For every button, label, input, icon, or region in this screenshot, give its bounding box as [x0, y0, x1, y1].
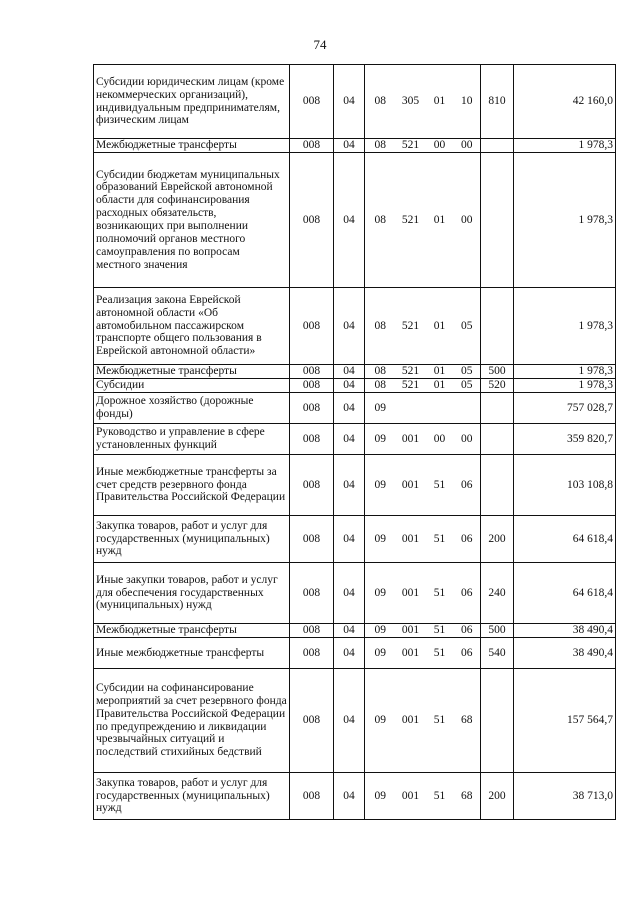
cell-rz: 04 [334, 455, 365, 516]
cell-cs2: 01 [426, 65, 454, 139]
cell-ved: 008 [290, 153, 334, 288]
cell-cs1: 001 [396, 563, 426, 624]
table-row [94, 773, 616, 820]
cell-vr [481, 669, 514, 773]
cell-cs2: 51 [426, 455, 454, 516]
cell-pr: 08 [365, 65, 396, 139]
cell-rz: 04 [334, 638, 365, 669]
cell-name: Реализация закона Еврейской автономной области «Об автомобильном пассажирском транспорте общего пользования в Еврейской автономной области» [94, 288, 290, 365]
cell-ved: 008 [290, 288, 334, 365]
cell-name: Руководство и управление в сфере установленных функций [94, 424, 290, 455]
cell-cs1: 001 [396, 424, 426, 455]
cell-vr [481, 153, 514, 288]
cell-cs3: 06 [454, 624, 481, 638]
cell-vr: 810 [481, 65, 514, 139]
cell-cs2: 01 [426, 379, 454, 393]
cell-name: Субсидии юридическим лицам (кроме некоммерческих организаций), индивидуальным предпринимателям, физическим лицам [94, 65, 290, 139]
cell-cs3: 00 [454, 139, 481, 153]
cell-sum: 38 490,4 [514, 638, 616, 669]
cell-cs1: 001 [396, 773, 426, 820]
table-row [94, 288, 616, 365]
cell-rz: 04 [334, 563, 365, 624]
cell-cs1: 001 [396, 455, 426, 516]
cell-pr: 09 [365, 773, 396, 820]
cell-rz: 04 [334, 379, 365, 393]
cell-cs1: 001 [396, 516, 426, 563]
cell-rz: 04 [334, 65, 365, 139]
cell-cs1: 305 [396, 65, 426, 139]
cell-cs1: 521 [396, 379, 426, 393]
cell-cs3: 10 [454, 65, 481, 139]
cell-sum: 1 978,3 [514, 365, 616, 379]
cell-pr: 08 [365, 153, 396, 288]
cell-cs2: 51 [426, 669, 454, 773]
cell-pr: 09 [365, 516, 396, 563]
cell-sum: 1 978,3 [514, 153, 616, 288]
cell-cs3: 68 [454, 773, 481, 820]
cell-rz: 04 [334, 624, 365, 638]
cell-ved: 008 [290, 379, 334, 393]
cell-cs2: 51 [426, 563, 454, 624]
cell-pr: 09 [365, 624, 396, 638]
cell-name: Иные межбюджетные трансферты за счет средств резервного фонда Правительства Российской Федерации [94, 455, 290, 516]
cell-cs1: 001 [396, 669, 426, 773]
cell-name: Иные межбюджетные трансферты [94, 638, 290, 669]
cell-vr: 520 [481, 379, 514, 393]
cell-ved: 008 [290, 365, 334, 379]
cell-cs3: 06 [454, 638, 481, 669]
cell-ved: 008 [290, 773, 334, 820]
cell-cs2: 00 [426, 424, 454, 455]
cell-cs1: 521 [396, 153, 426, 288]
table-row [94, 139, 616, 153]
cell-vr: 540 [481, 638, 514, 669]
cell-vr [481, 424, 514, 455]
cell-pr: 08 [365, 365, 396, 379]
cell-pr: 09 [365, 669, 396, 773]
table-row [94, 563, 616, 624]
cell-sum: 38 713,0 [514, 773, 616, 820]
cell-sum: 1 978,3 [514, 379, 616, 393]
table-body [94, 65, 616, 820]
table-row [94, 624, 616, 638]
cell-rz: 04 [334, 773, 365, 820]
cell-vr [481, 393, 514, 424]
cell-cs2: 51 [426, 773, 454, 820]
cell-rz: 04 [334, 424, 365, 455]
cell-cs2: 51 [426, 638, 454, 669]
cell-sum: 64 618,4 [514, 516, 616, 563]
cell-name: Межбюджетные трансферты [94, 139, 290, 153]
cell-cs2: 51 [426, 516, 454, 563]
cell-name: Субсидии бюджетам муниципальных образований Еврейской автономной области для софинансирования расходных обязательств, возникающих при выполнении полномочий органов местного самоуправления по вопросам местного значения [94, 153, 290, 288]
cell-sum: 1 978,3 [514, 288, 616, 365]
cell-sum: 1 978,3 [514, 139, 616, 153]
cell-cs1: 001 [396, 638, 426, 669]
cell-ved: 008 [290, 393, 334, 424]
cell-rz: 04 [334, 393, 365, 424]
cell-pr: 09 [365, 424, 396, 455]
cell-pr: 08 [365, 288, 396, 365]
cell-name: Закупка товаров, работ и услуг для государственных (муниципальных) нужд [94, 516, 290, 563]
cell-ved: 008 [290, 638, 334, 669]
table-row [94, 153, 616, 288]
budget-table [93, 64, 616, 820]
table-row [94, 516, 616, 563]
cell-cs2: 00 [426, 139, 454, 153]
cell-rz: 04 [334, 669, 365, 773]
cell-ved: 008 [290, 424, 334, 455]
cell-cs3: 06 [454, 455, 481, 516]
table-row [94, 424, 616, 455]
cell-name: Закупка товаров, работ и услуг для государственных (муниципальных) нужд [94, 773, 290, 820]
cell-vr: 200 [481, 516, 514, 563]
cell-name: Межбюджетные трансферты [94, 624, 290, 638]
cell-name: Субсидии на софинансирование мероприятий за счет резервного фонда Правительства Российской Федерации по предупреждению и ликвидации чрезвычайных ситуаций и последствий стихийных бедствий [94, 669, 290, 773]
table-row [94, 365, 616, 379]
cell-cs3: 00 [454, 153, 481, 288]
cell-vr: 500 [481, 365, 514, 379]
cell-sum: 42 160,0 [514, 65, 616, 139]
cell-rz: 04 [334, 365, 365, 379]
cell-cs3: 68 [454, 669, 481, 773]
cell-cs3: 06 [454, 516, 481, 563]
cell-name: Дорожное хозяйство (дорожные фонды) [94, 393, 290, 424]
cell-ved: 008 [290, 455, 334, 516]
cell-cs2 [426, 393, 454, 424]
cell-cs1: 521 [396, 139, 426, 153]
cell-cs1: 001 [396, 624, 426, 638]
cell-sum: 38 490,4 [514, 624, 616, 638]
cell-cs1: 521 [396, 365, 426, 379]
cell-name: Субсидии [94, 379, 290, 393]
cell-vr: 240 [481, 563, 514, 624]
cell-rz: 04 [334, 139, 365, 153]
table-row [94, 379, 616, 393]
cell-ved: 008 [290, 669, 334, 773]
cell-cs3: 06 [454, 563, 481, 624]
cell-vr: 500 [481, 624, 514, 638]
cell-pr: 08 [365, 379, 396, 393]
cell-name: Межбюджетные трансферты [94, 365, 290, 379]
table-row [94, 638, 616, 669]
cell-ved: 008 [290, 563, 334, 624]
cell-cs1 [396, 393, 426, 424]
cell-rz: 04 [334, 153, 365, 288]
cell-rz: 04 [334, 288, 365, 365]
cell-pr: 09 [365, 638, 396, 669]
cell-pr: 09 [365, 563, 396, 624]
cell-ved: 008 [290, 516, 334, 563]
cell-sum: 359 820,7 [514, 424, 616, 455]
cell-sum: 757 028,7 [514, 393, 616, 424]
cell-sum: 64 618,4 [514, 563, 616, 624]
cell-vr [481, 288, 514, 365]
cell-cs2: 51 [426, 624, 454, 638]
cell-cs2: 01 [426, 288, 454, 365]
cell-vr [481, 139, 514, 153]
table-row [94, 65, 616, 139]
table-row [94, 669, 616, 773]
cell-ved: 008 [290, 65, 334, 139]
cell-rz: 04 [334, 516, 365, 563]
table-row [94, 455, 616, 516]
cell-cs2: 01 [426, 153, 454, 288]
cell-pr: 09 [365, 455, 396, 516]
cell-ved: 008 [290, 624, 334, 638]
cell-cs3: 00 [454, 424, 481, 455]
cell-cs2: 01 [426, 365, 454, 379]
page-number: 74 [313, 37, 327, 52]
cell-cs3: 05 [454, 288, 481, 365]
cell-cs1: 521 [396, 288, 426, 365]
cell-pr: 08 [365, 139, 396, 153]
cell-sum: 103 108,8 [514, 455, 616, 516]
cell-name: Иные закупки товаров, работ и услуг для обеспечения государственных (муниципальных) нужд [94, 563, 290, 624]
cell-cs3: 05 [454, 379, 481, 393]
cell-sum: 157 564,7 [514, 669, 616, 773]
table-row [94, 393, 616, 424]
cell-ved: 008 [290, 139, 334, 153]
cell-cs3 [454, 393, 481, 424]
cell-vr: 200 [481, 773, 514, 820]
cell-cs3: 05 [454, 365, 481, 379]
cell-pr: 09 [365, 393, 396, 424]
cell-vr [481, 455, 514, 516]
